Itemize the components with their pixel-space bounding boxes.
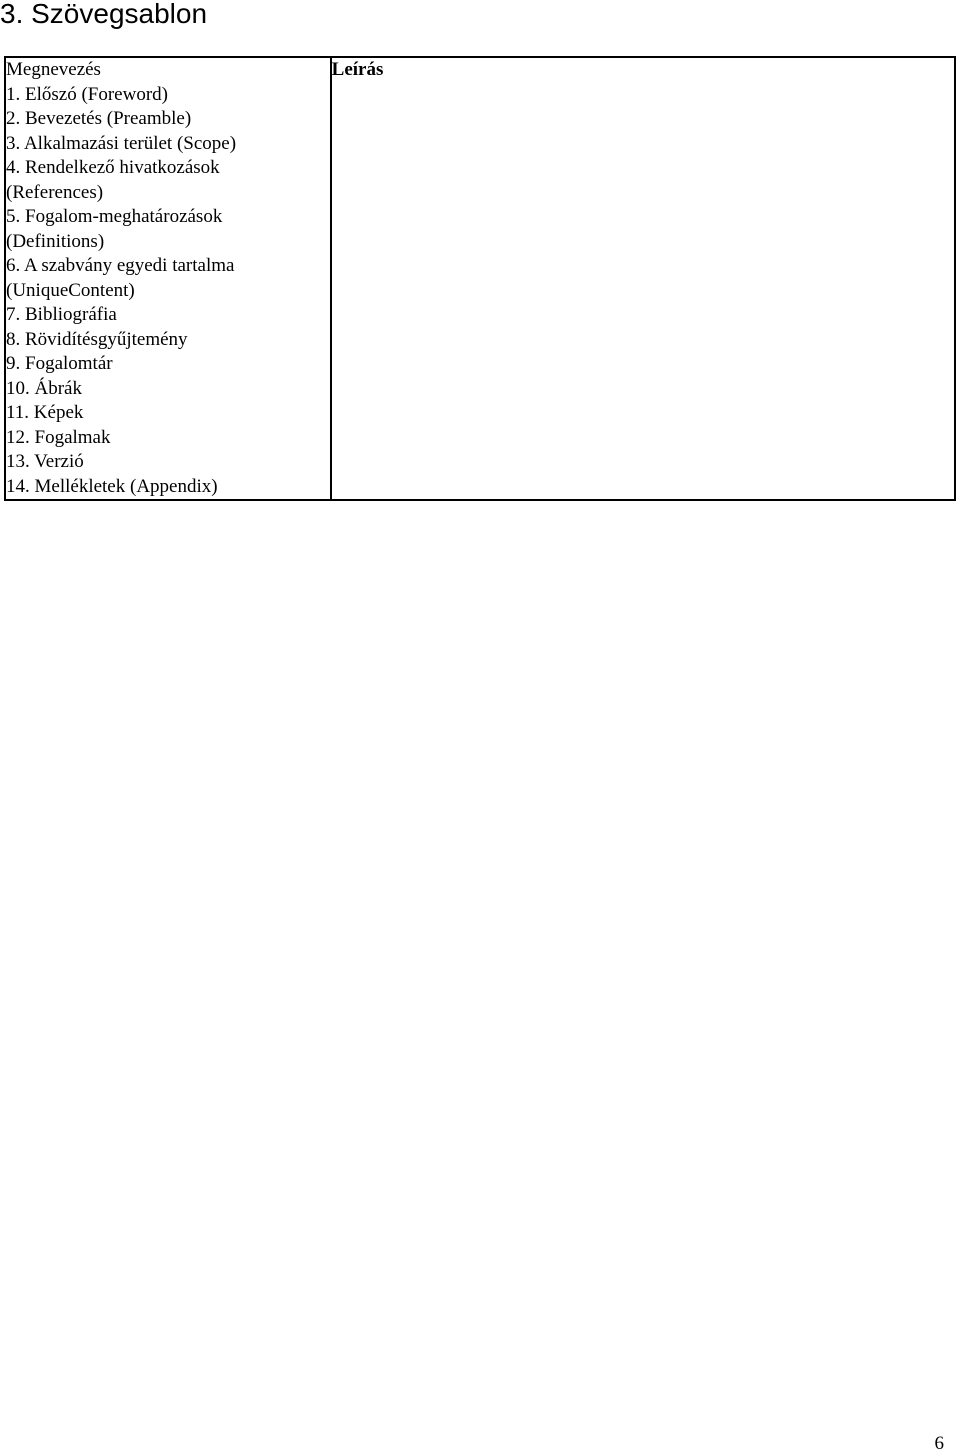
list-item: 12. Fogalmak <box>6 426 111 448</box>
list-item: 8. Rövidítésgyűjtemény <box>6 328 188 350</box>
list-item: (Definitions) <box>6 230 105 252</box>
name-header: Megnevezés <box>6 59 101 80</box>
list-item: (UniqueContent) <box>6 279 135 301</box>
list-item: 4. Rendelkező hivatkozások <box>6 157 220 178</box>
name-cell <box>5 57 331 500</box>
list-item: 13. Verzió <box>6 451 84 472</box>
list-item: (References) <box>6 181 104 203</box>
list-item: 14. Mellékletek (Appendix) <box>6 475 218 497</box>
list-item: 10. Ábrák <box>6 377 82 399</box>
list-item: 11. Képek <box>6 402 84 423</box>
list-item: 6. A szabvány egyedi tartalma <box>6 255 235 276</box>
table-row <box>5 57 955 500</box>
list-item: 1. Előszó (Foreword) <box>6 83 168 105</box>
list-item: 3. Alkalmazási terület (Scope) <box>6 132 237 154</box>
list-item: 2. Bevezetés (Preamble) <box>6 108 192 129</box>
list-item: 7. Bibliográfia <box>6 304 117 325</box>
list-item: 9. Fogalomtár <box>6 353 113 374</box>
page-number: 6 <box>934 1433 944 1454</box>
list-item: 5. Fogalom-meghatározások <box>6 206 223 227</box>
description-cell <box>331 57 955 500</box>
description-header: Leírás <box>331 59 384 80</box>
template-table <box>4 56 956 501</box>
section-heading: 3. Szövegsablon <box>0 0 208 29</box>
